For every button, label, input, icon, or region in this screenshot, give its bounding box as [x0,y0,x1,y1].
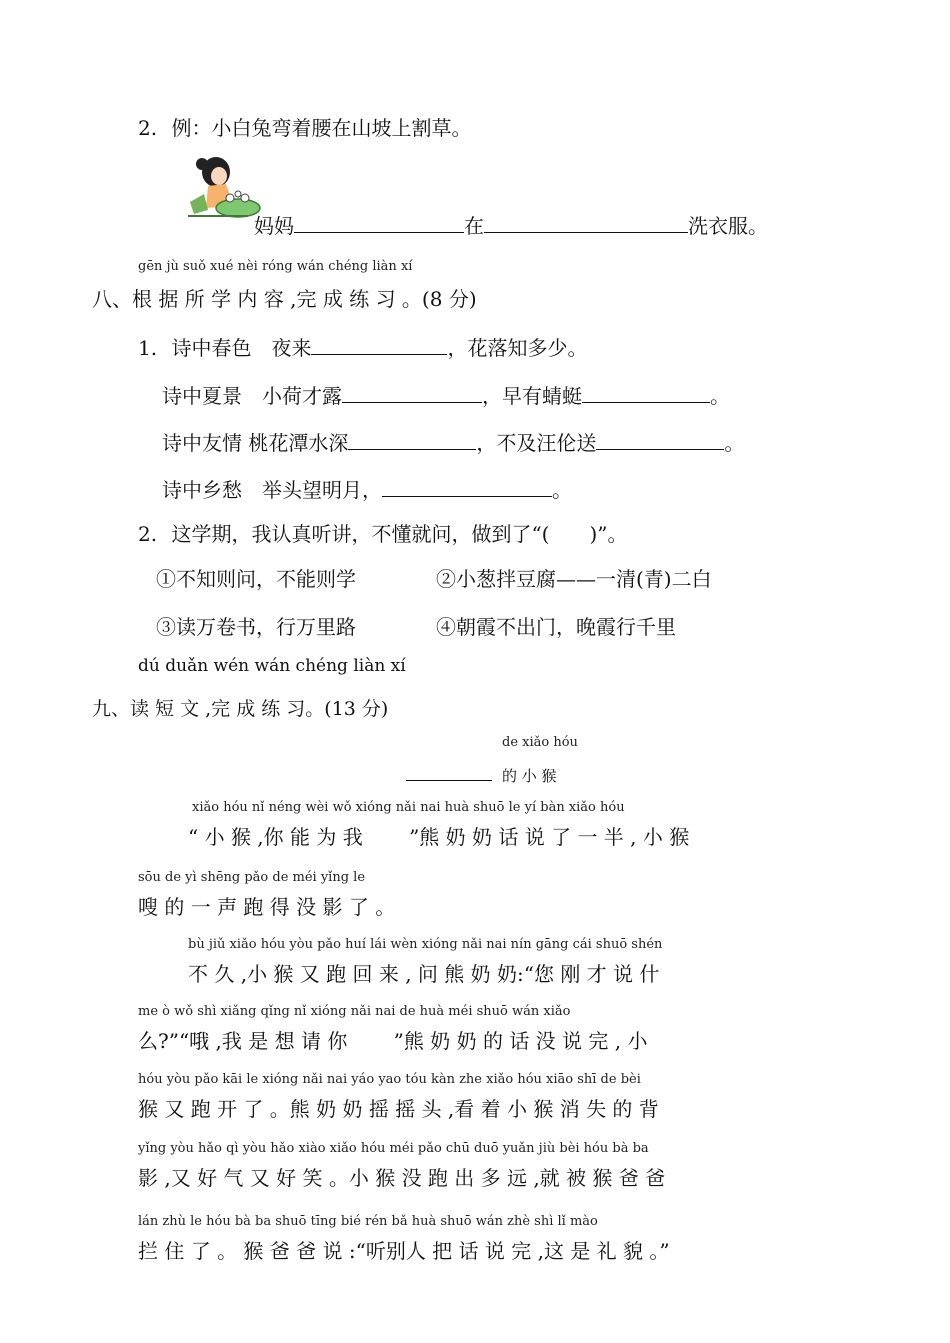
option-4: ④朝霞不出门，晚霞行千里 [436,615,676,639]
answer-blank-summer-2[interactable] [582,384,710,403]
p5-pinyin: hóu yòu pǎo kāi le xióng nǎi nai yáo yao tóu kàn zhe xiǎo hóu xiāo shī de bèi [138,1072,641,1087]
p1-pinyin: xiǎo hóu nǐ néng wèi wǒ xióng nǎi nai huà shuō le yí bàn xiǎo hóu [192,800,625,815]
line4-prompt: 诗中乡愁 举头望明月， [162,478,382,502]
q8-title-pinyin: gēn jù suǒ xué nèi róng wán chéng liàn xí [138,259,413,274]
line3-end: 。 [724,431,745,455]
line2-end: 。 [710,384,730,408]
p3-pinyin: bù jiǔ xiǎo hóu yòu pǎo huí lái wèn xióng nǎi nai nín gāng cái shuō shén [188,937,663,952]
answer-blank-homesick[interactable] [382,478,552,497]
q9-title: 九、读 短 文 ,完 成 练 习。(13 分) [92,698,389,720]
zai-text: 在 [464,214,484,238]
q8-item1-line2 [162,380,730,409]
answer-blank-friend-1[interactable] [348,431,476,450]
answer-blank-summer-1[interactable] [342,384,482,403]
story-title-blank[interactable] [406,766,492,781]
p7-text: 拦 住 了 。 猴 爸 爸 说 :“听别人 把 话 说 完 ,这 是 礼 貌 。” [138,1239,670,1263]
line1-suffix: ，花落知多少。 [447,336,588,360]
option-1: ①不知则问，不能则学 [156,567,356,591]
p5-text: 猴 又 跑 开 了 。熊 奶 奶 摇 摇 头 ,看 着 小 猴 消 失 的 背 [138,1097,659,1121]
q8-item1-line1 [138,332,587,361]
option-2: ②小葱拌豆腐——一清(青)二白 [436,567,712,591]
q8-item2-text: 这学期，我认真听讲，不懂就问，做到了“( )”。 [171,522,628,546]
story-title-text: 的 小 猴 [502,767,557,785]
answer-blank-friend-2[interactable] [596,431,724,450]
q8-item1-line3 [162,427,744,456]
q8-title: 八、根 据 所 学 内 容 ,完 成 练 习 。(8 分) [92,287,477,311]
q7-item2-example: 例：小白兔弯着腰在山坡上割草。 [171,116,472,140]
q7-item2-label: 2. [138,116,158,140]
p6-text: 影 ,又 好 气 又 好 笑 。小 猴 没 跑 出 多 远 ,就 被 猴 爸 爸 [138,1166,666,1190]
p1-text: “ 小 猴 ,你 能 为 我 ”熊 奶 奶 话 说 了 一 半 , 小 猴 [188,825,690,849]
p2-text: 嗖 的 一 声 跑 得 没 影 了 。 [138,895,396,919]
p6-pinyin: yǐng yòu hǎo qì yòu hǎo xiào xiǎo hóu méi pǎo chū duō yuǎn jiù bèi hóu bà ba [138,1141,649,1156]
p3-text: 不 久 ,小 猴 又 跑 回 来 , 问 熊 奶 奶:“您 刚 才 说 什 [188,962,660,986]
q8-item1-label: 1. [138,336,158,360]
wash-text: 洗衣服。 [688,214,768,238]
q8-item2 [138,518,628,547]
line1-prompt: 诗中春色 夜来 [171,336,312,360]
line2-prompt: 诗中夏景 小荷才露 [162,384,342,408]
q7-item2 [138,112,471,141]
story-title [406,765,557,786]
mom-text: 妈妈 [254,214,294,238]
line4-end: 。 [552,478,572,502]
answer-blank-1[interactable] [294,214,464,233]
p2-pinyin: sōu de yì shēng pǎo de méi yǐng le [138,870,366,885]
story-title-pinyin: de xiǎo hóu [502,735,578,750]
line2-mid: ，早有蜻蜓 [482,384,582,408]
line3-mid: ，不及汪伦送 [476,431,597,455]
q8-item2-label: 2. [138,522,158,546]
answer-blank-2[interactable] [484,214,688,233]
option-3: ③读万卷书，行万里路 [156,615,356,639]
answer-blank-spring[interactable] [311,336,447,355]
p4-pinyin: me ò wǒ shì xiǎng qǐng nǐ xióng nǎi nai de huà méi shuō wán xiǎo [138,1004,571,1019]
p4-text: 么?”“哦 ,我 是 想 请 你 ”熊 奶 奶 的 话 没 说 完 , 小 [138,1029,648,1053]
girl-washing-clothes-illustration [178,150,264,222]
line3-prompt: 诗中友情 桃花潭水深 [162,431,349,455]
q8-item1-line4 [162,474,572,503]
q7-item2-answer-line [254,210,768,239]
q9-title-pinyin: dú duǎn wén wán chéng liàn xí [138,656,406,676]
p7-pinyin: lán zhù le hóu bà ba shuō tīng bié rén bǎ huà shuō wán zhè shì lǐ mào [138,1214,598,1229]
